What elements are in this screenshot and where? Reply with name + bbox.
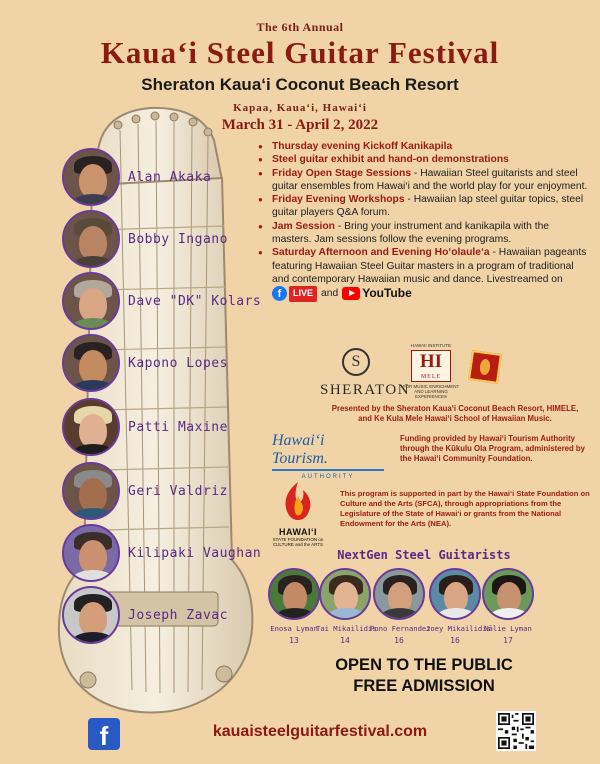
player-photo	[268, 568, 320, 620]
nextgen-player: Enosa Lyman 13	[265, 568, 323, 645]
facebook-live-badge[interactable]: f LIVE	[272, 286, 317, 301]
youtube-play-icon	[342, 287, 360, 300]
presented-by-text: Presented by the Sheraton Kaua‘i Coconut Beach Resort, HIMELE, and Ke Kula Mele Hawai‘i School of Hawaiian Music.	[331, 404, 579, 423]
performer-name: Kapono Lopes	[128, 355, 228, 371]
livestream-badges: f LIVE and YouTube	[272, 286, 412, 301]
performer-item	[62, 210, 228, 268]
performer-item	[62, 398, 228, 456]
player-photo	[429, 568, 481, 620]
performer-name: Joseph Zavac	[128, 607, 228, 623]
website-link[interactable]: kauaisteelguitarfestival.com	[212, 723, 428, 740]
nextgen-player: Tai Mikailidis 14	[316, 568, 374, 645]
qr-code-icon[interactable]	[496, 711, 536, 751]
venue-name: Sheraton Kaua‘i Coconut Beach Resort	[141, 75, 459, 94]
performer-name: Geri Valdriz	[128, 483, 228, 499]
nextgen-title: NextGen Steel Guitarists	[337, 548, 511, 562]
event-list	[258, 140, 590, 302]
performer-name: Patti Maxine	[128, 419, 228, 435]
player-photo	[482, 568, 534, 620]
performer-photo	[62, 462, 120, 520]
performer-photo	[62, 398, 120, 456]
event-item: ● Steel guitar exhibit and hand-on demonstrations	[258, 153, 590, 166]
performer-item	[62, 462, 228, 520]
nextgen-player: Joey Mikailidis 16	[426, 568, 484, 645]
location: Kapaa, Kaua‘i, Hawai‘i	[233, 102, 367, 114]
performer-photo	[62, 586, 120, 644]
performer-name: Dave "DK" Kolars	[128, 293, 262, 309]
performer-photo	[62, 272, 120, 330]
facebook-icon[interactable]: f	[88, 718, 120, 750]
performer-item	[62, 524, 261, 582]
festival-dates: March 31 - April 2, 2022	[221, 117, 379, 133]
performer-photo	[62, 524, 120, 582]
performer-item	[62, 586, 228, 644]
event-item: ● Friday Open Stage Sessions - Hawaiian Steel guitarists and steel guitar ensembles from Hawai‘i and the world play for your enjoyment.	[258, 167, 590, 194]
performer-photo	[62, 210, 120, 268]
performer-photo	[62, 148, 120, 206]
nextgen-player: Pono Fernandez 16	[370, 568, 428, 645]
performer-item	[62, 334, 228, 392]
sheraton-s-icon	[342, 348, 370, 376]
performer-name: Kilipaki Vaughan	[128, 545, 262, 561]
festival-title: Kaua‘i Steel Guitar Festival	[100, 35, 500, 70]
sfca-logo: HAWAI‘I STATE FOUNDATION on CULTURE and the ARTS	[266, 480, 330, 547]
performer-photo	[62, 334, 120, 392]
event-item: ● Friday Evening Workshops - Hawaiian lap steel guitar topics, steel guitar players Q&A forum.	[258, 193, 590, 220]
player-photo	[319, 568, 371, 620]
event-item: ● Thursday evening Kickoff Kanikapila	[258, 140, 590, 153]
performer-name: Alan Akaka	[128, 169, 212, 185]
nextgen-player: Nālie Lyman 17	[479, 568, 537, 645]
annual-label: The 6th Annual	[256, 20, 344, 34]
hawaii-tourism-logo: Hawai‘i Tourism. AUTHORITY	[272, 432, 384, 480]
admission-notice: OPEN TO THE PUBLIC FREE ADMISSION	[335, 656, 513, 695]
performer-item	[62, 272, 261, 330]
sheraton-logo: S SHERATON	[320, 348, 392, 399]
himele-logo: HAWAII INSTITUTE MELE HI FOR MUSIC ENRICHMENT AND LEARNING EXPERIENCES	[402, 343, 460, 399]
player-photo	[373, 568, 425, 620]
funding-text: Funding provided by Hawai‘i Tourism Authority through the Kūkulu Ola Program, administered by the Hawai‘i Community Foundation.	[400, 434, 585, 463]
event-item: ● Saturday Afternoon and Evening Ho‘olaule‘a - Hawaiian pageants featuring Hawaiian Steel Guitar masters in a program of traditional and contemporary Hawaiian music and dance. Livestreamed on f LIVE and YouTube	[258, 246, 590, 301]
kula-mele-logo	[468, 350, 502, 384]
support-text: This program is supported in part by the Hawai‘i State Foundation on Culture and the Arts (SFCA), through appropriations from the Legislature of the State of Hawai‘i or grants from the National Endowment for the Arts (NEA).	[340, 489, 590, 528]
event-item: ● Jam Session - Bring your instrument and kanikapila with the masters. Jam sessions follow the evening programs.	[258, 220, 590, 247]
performer-item	[62, 148, 211, 206]
youtube-badge[interactable]: YouTube	[342, 287, 412, 300]
flame-icon	[279, 480, 317, 522]
performer-name: Bobby Ingano	[128, 231, 228, 247]
facebook-icon: f	[272, 286, 287, 301]
